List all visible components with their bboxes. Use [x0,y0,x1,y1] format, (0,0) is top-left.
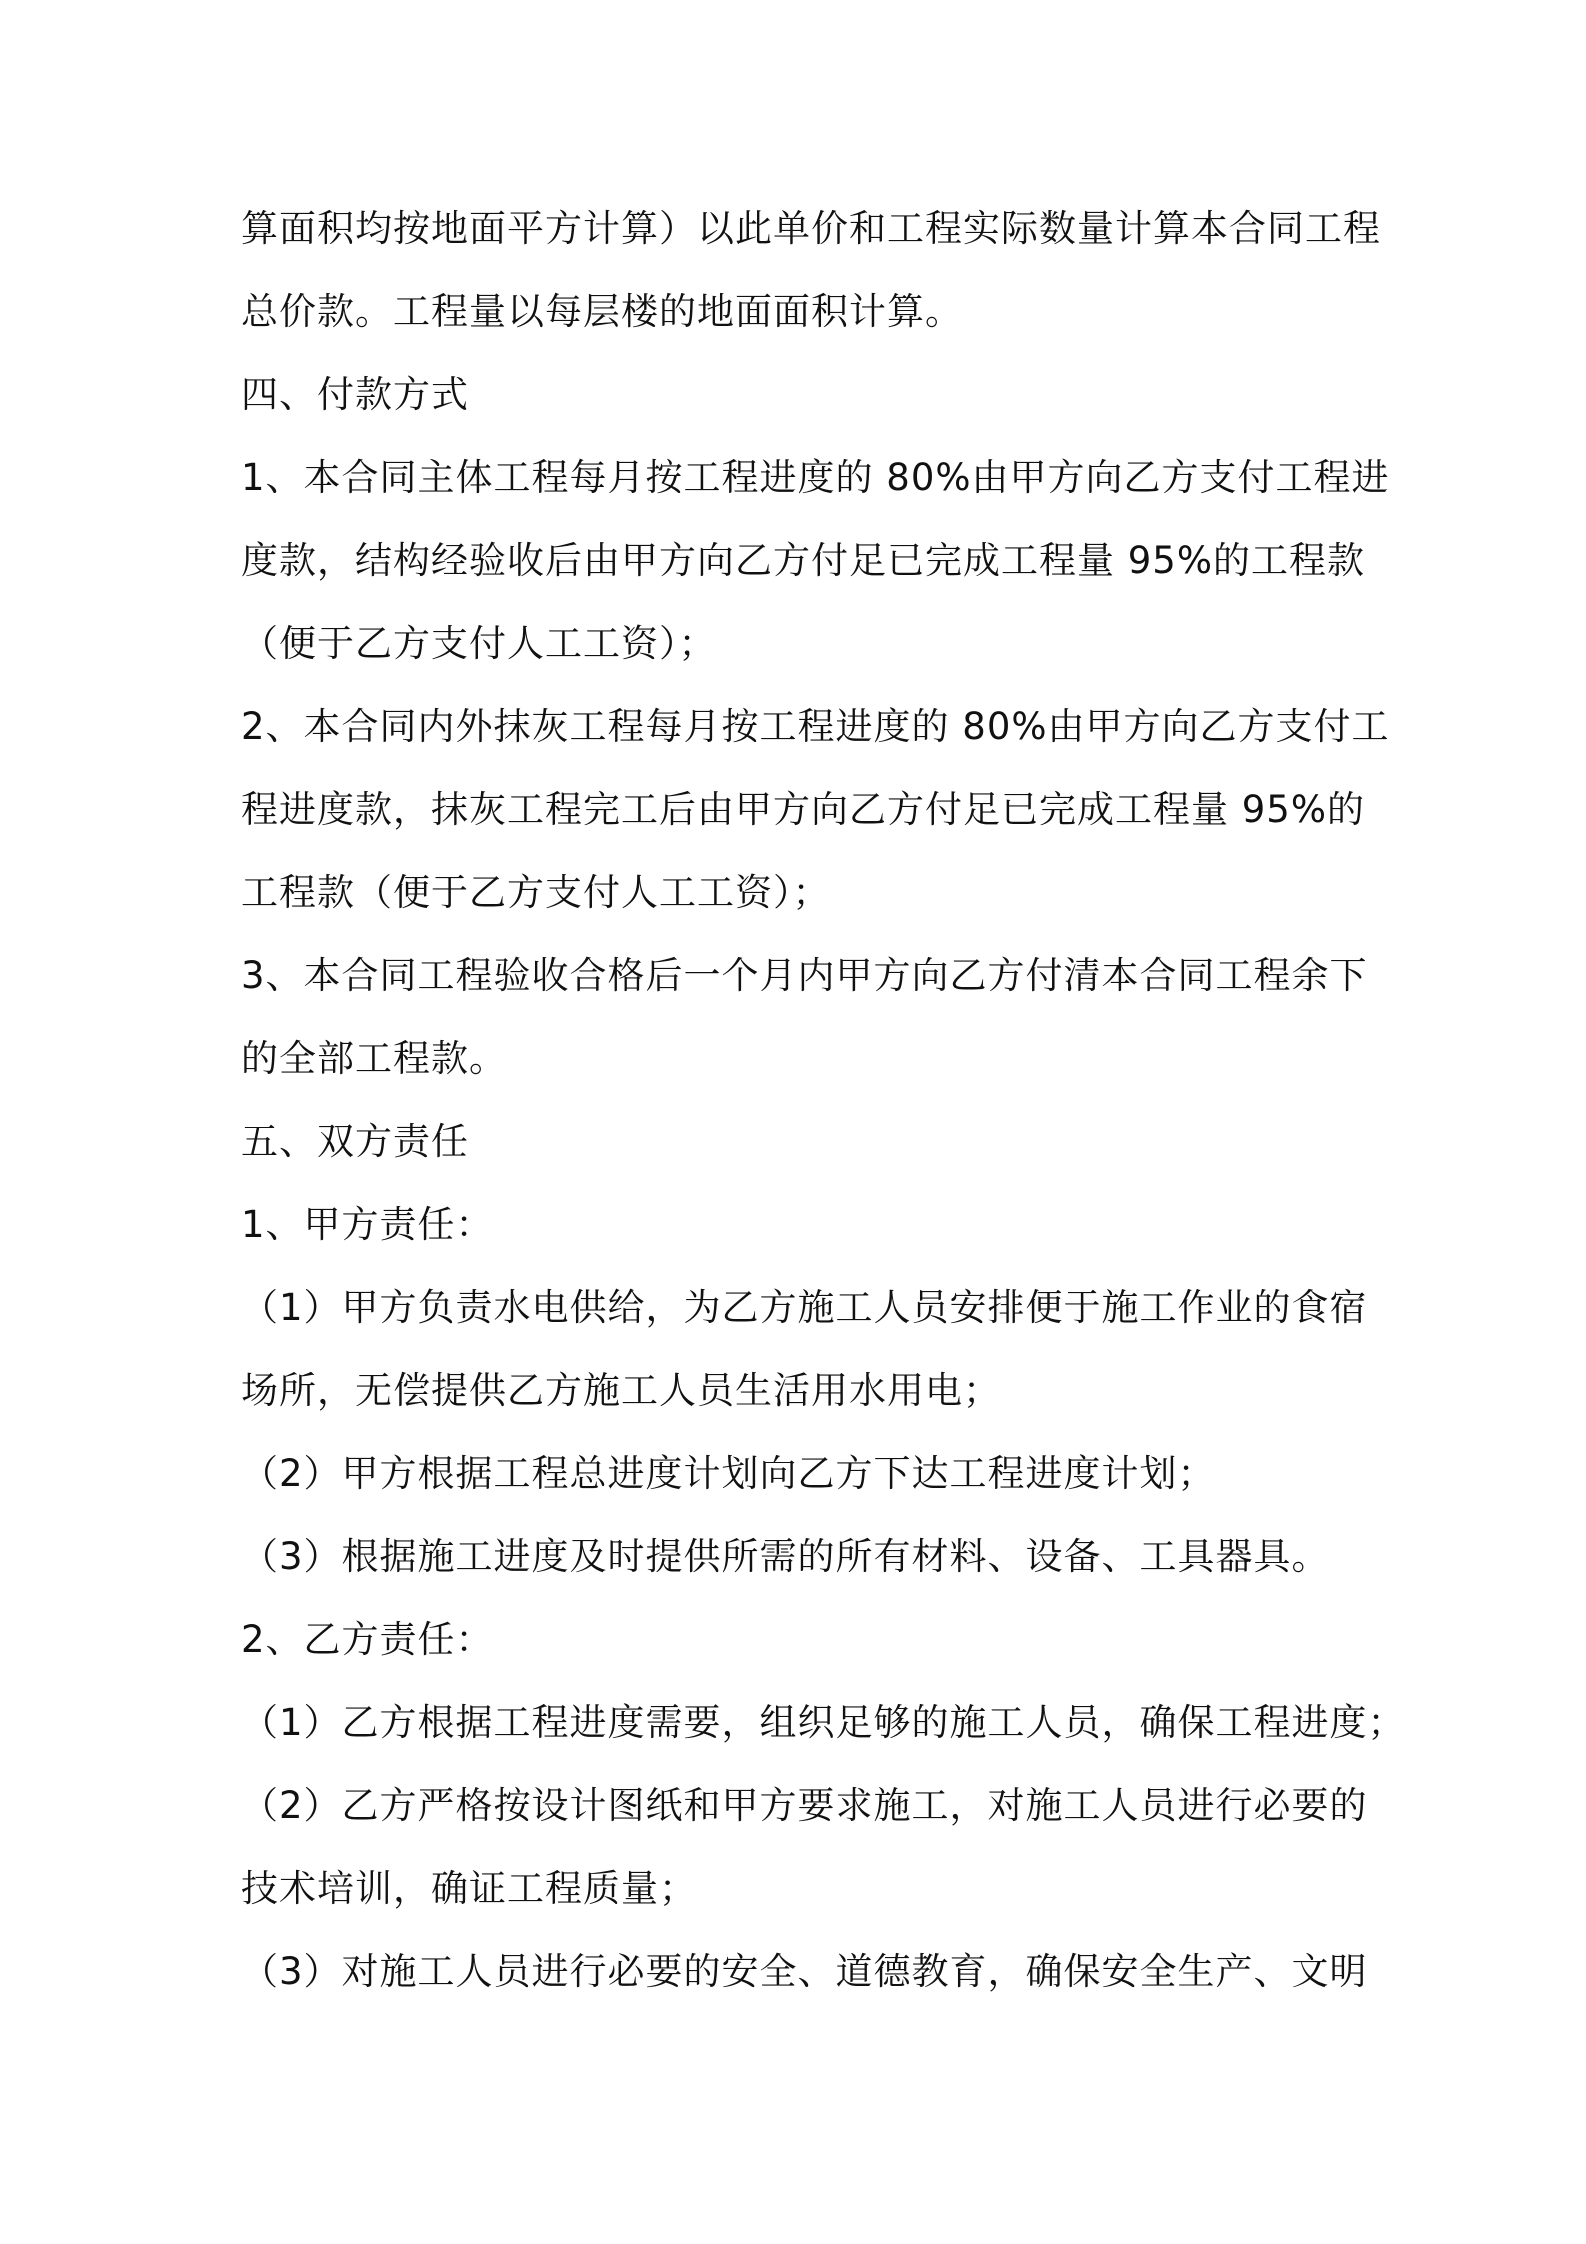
text-line: 1、本合同主体工程每月按工程进度的 80%由甲方向乙方支付工程进 [241,456,1390,499]
text-line: 度款，结构经验收后由甲方向乙方付足已完成工程量 95%的工程款 [241,539,1365,582]
text-line: （1）乙方根据工程进度需要，组织足够的施工人员，确保工程进度； [241,1701,1406,1744]
section-heading: 五、双方责任 [241,1120,469,1163]
subsection-heading: 1、甲方责任： [241,1203,494,1246]
text-line: 的全部工程款。 [241,1037,507,1080]
text-line: 工程款（便于乙方支付人工工资）； [241,871,831,914]
text-line: 场所，无偿提供乙方施工人员生活用水用电； [241,1369,1001,1412]
text-line: （2）甲方根据工程总进度计划向乙方下达工程进度计划； [241,1452,1216,1495]
text-line: 程进度款，抹灰工程完工后由甲方向乙方付足已完成工程量 95%的 [241,788,1365,831]
subsection-heading: 2、乙方责任： [241,1618,494,1661]
text-line: 总价款。工程量以每层楼的地面面积计算。 [241,290,963,333]
section-heading: 四、付款方式 [241,373,469,416]
text-line: 2、本合同内外抹灰工程每月按工程进度的 80%由甲方向乙方支付工 [241,705,1390,748]
text-line: 3、本合同工程验收合格后一个月内甲方向乙方付清本合同工程余下 [241,954,1368,997]
text-line: （便于乙方支付人工工资）； [241,622,717,665]
text-line: （3）根据施工进度及时提供所需的所有材料、设备、工具器具。 [241,1535,1330,1578]
text-line: （3）对施工人员进行必要的安全、道德教育，确保安全生产、文明 [241,1950,1368,1993]
text-line: （2）乙方严格按设计图纸和甲方要求施工，对施工人员进行必要的 [241,1784,1368,1827]
text-line: 算面积均按地面平方计算）以此单价和工程实际数量计算本合同工程 [241,207,1381,250]
text-line: （1）甲方负责水电供给，为乙方施工人员安排便于施工作业的食宿 [241,1286,1368,1329]
text-line: 技术培训，确证工程质量； [241,1867,697,1910]
